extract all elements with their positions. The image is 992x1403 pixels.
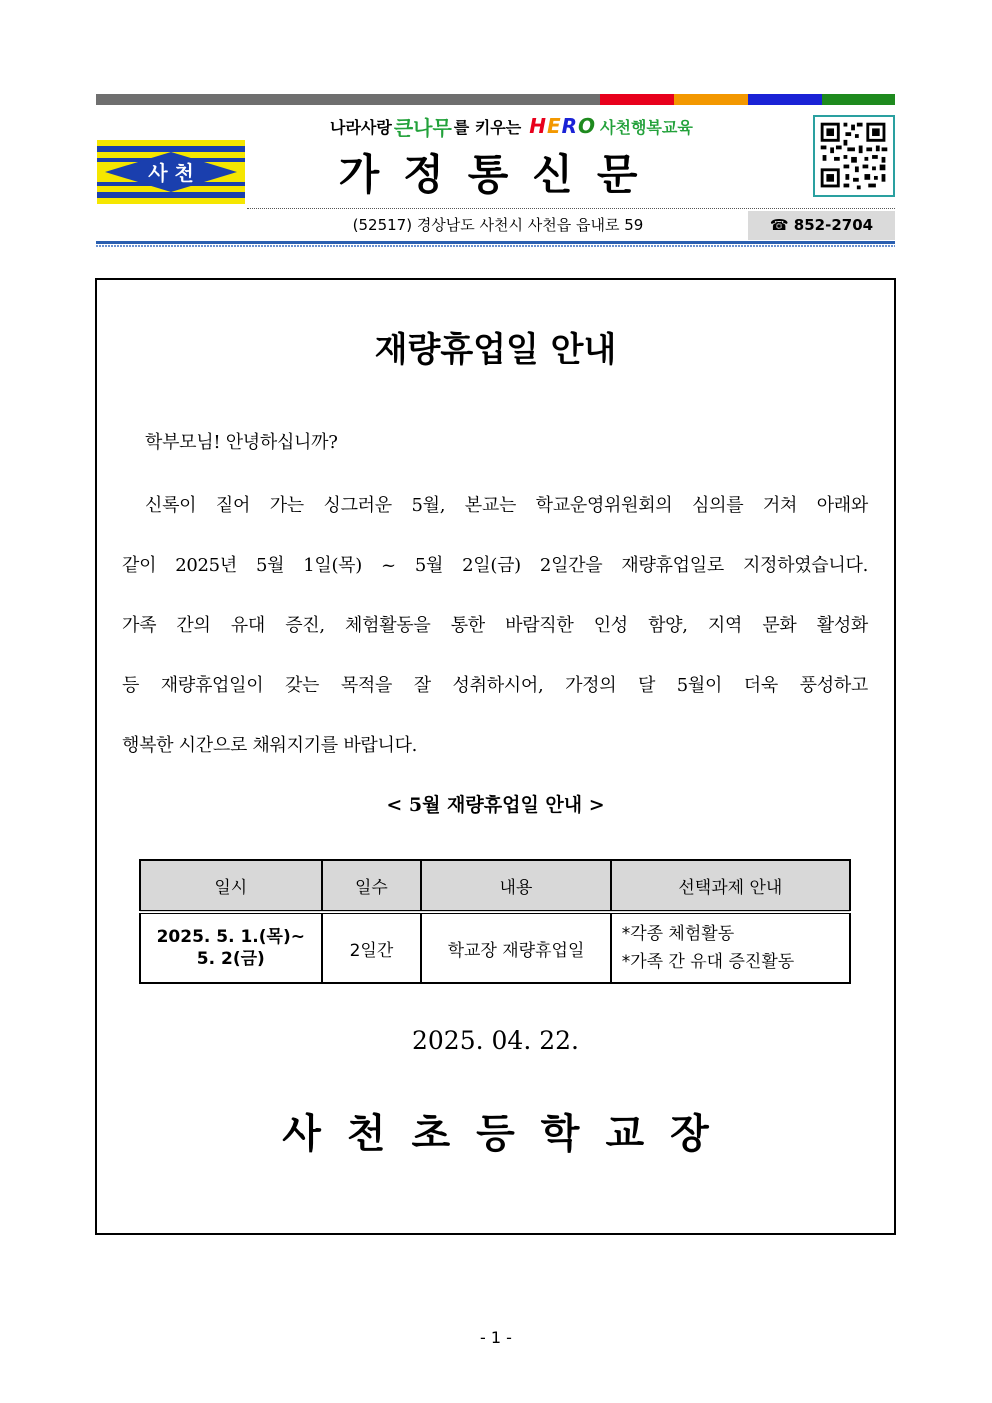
slogan-mid: 를 키우는 bbox=[453, 117, 522, 137]
cell-date-line-1: 2025. 5. 1.(목)~ bbox=[156, 927, 305, 947]
cell-tasks bbox=[611, 912, 850, 983]
school-address: (52517) 경상남도 사천시 사천읍 읍내로 59 bbox=[352, 216, 644, 234]
body-line-1: 신록이 짙어 가는 싱그러운 5월, 본교는 학교운영위원회의 심의를 거쳐 아래와 bbox=[145, 495, 868, 516]
task-1: *각종 체험활동 bbox=[621, 924, 735, 944]
header-rule bbox=[96, 241, 895, 244]
table-header-row bbox=[140, 860, 850, 912]
schedule-table bbox=[139, 859, 851, 984]
greeting: 학부모님! 안녕하십니까? bbox=[145, 432, 338, 453]
task-2: *가족 간 유대 증진활동 bbox=[621, 952, 795, 972]
slogan bbox=[330, 114, 750, 138]
body-line-5: 행복한 시간으로 채워지기를 바랍니다. bbox=[122, 735, 418, 756]
page-number: - 1 - bbox=[480, 1328, 512, 1347]
slogan-suffix: 사천행복교육 bbox=[600, 117, 693, 137]
hero-logo-text: HERO bbox=[529, 114, 597, 138]
cell-content: 학교장 재량휴업일 bbox=[421, 912, 610, 983]
table-row bbox=[140, 912, 850, 983]
slogan-big: 큰나무 bbox=[393, 115, 452, 140]
header-content: 내용 bbox=[421, 860, 610, 912]
document-title: 재량휴업일 안내 bbox=[374, 330, 617, 370]
slogan-prefix: 나라사랑 bbox=[330, 117, 392, 137]
header-tasks: 선택과제 안내 bbox=[611, 860, 850, 912]
school-phone: ☎ 852-2704 bbox=[748, 211, 895, 240]
cell-date-line-2: 5. 2(금) bbox=[196, 949, 265, 969]
cell-days: 2일간 bbox=[322, 912, 422, 983]
principal-signature: 사천초등학교장 bbox=[282, 1111, 735, 1157]
cell-date bbox=[140, 912, 322, 983]
issue-date: 2025. 04. 22. bbox=[412, 1026, 579, 1055]
body-line-4: 등 재량휴업일이 갖는 목적을 잘 성취하시어, 가정의 달 5월이 더욱 풍성하고 bbox=[122, 675, 868, 696]
newsletter-title: 가정통신문 bbox=[338, 150, 662, 199]
header-color-bar bbox=[96, 94, 895, 105]
header-dotted-line bbox=[247, 208, 895, 209]
body-line-2: 같이 2025년 5월 1일(목) ~ 5월 2일(금) 2일간을 재량휴업일로 지정하였습니다. bbox=[122, 555, 868, 576]
header-rule-pattern bbox=[96, 245, 895, 247]
school-logo bbox=[97, 140, 245, 204]
header-date: 일시 bbox=[140, 860, 322, 912]
header-days: 일수 bbox=[322, 860, 422, 912]
logo-text: 사 천 bbox=[148, 161, 194, 185]
body-line-3: 가족 간의 유대 증진, 체험활동을 통한 바람직한 인성 함양, 지역 문화 활성화 bbox=[122, 615, 868, 636]
qr-code-icon bbox=[813, 115, 895, 197]
table-title: < 5월 재량휴업일 안내 > bbox=[386, 794, 605, 816]
